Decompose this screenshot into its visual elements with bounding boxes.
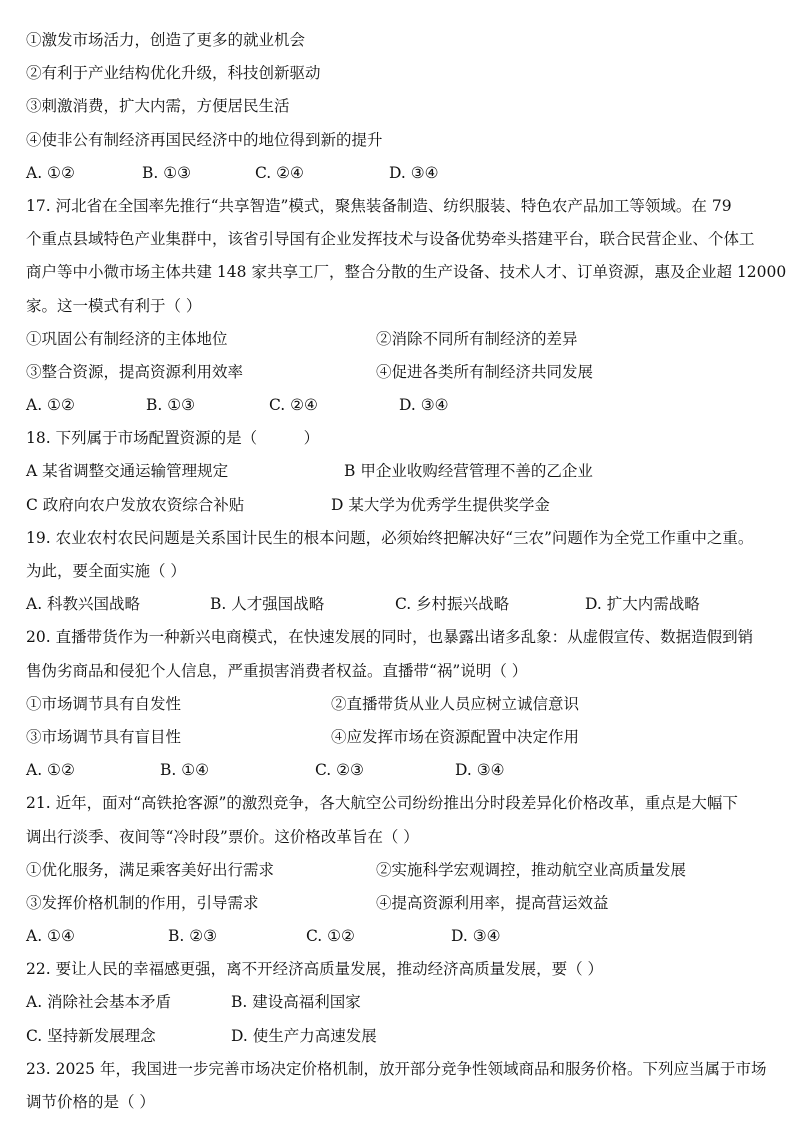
option-4: ④应发挥市场在资源配置中决定作用	[331, 727, 580, 746]
option-1: ①市场调节具有自发性	[26, 694, 182, 713]
option-line: ④使非公有制经济再国民经济中的地位得到新的提升	[26, 130, 383, 149]
option-c: C. 坚持新发展理念	[26, 1026, 156, 1045]
choice-b: B. 人才强国战略	[210, 595, 325, 614]
question-stem-line: 17. 河北省在全国率先推行“共享智造”模式，聚焦装备制造、纺织服装、特色农产品加工等领域。在 79	[26, 196, 732, 215]
option-row	[26, 688, 788, 721]
question-stem-line: 20. 直播带货作为一种新兴电商模式，在快速发展的同时，也暴露出诸多乱象：从虚假宣传、数据造假到销	[26, 628, 754, 647]
question-21	[26, 787, 788, 953]
option-3: ③市场调节具有盲目性	[26, 727, 182, 746]
question-22	[26, 953, 788, 1053]
option-line: ②有利于产业结构优化升级，科技创新驱动	[26, 64, 321, 83]
answer-choices	[26, 588, 788, 621]
option-3: ③整合资源，提高资源利用效率	[26, 362, 244, 381]
choice-d: D. 扩大内需战略	[585, 595, 700, 614]
answer-choices	[26, 389, 788, 422]
question-20	[26, 621, 788, 787]
question-stem-line: 23. 2025 年，我国进一步完善市场决定价格机制，放开部分竞争性领域商品和服务价格。下列应当属于市场	[26, 1059, 767, 1078]
option-2: ②直播带货从业人员应树立诚信意识	[331, 694, 580, 713]
option-1: ①优化服务，满足乘客美好出行需求	[26, 860, 275, 879]
option-row	[26, 887, 788, 920]
option-row	[26, 356, 788, 389]
answer-choices	[26, 157, 788, 190]
option-b: B. 建设高福利国家	[231, 993, 361, 1012]
option-3: ③发挥价格机制的作用，引导需求	[26, 893, 259, 912]
choice-b: B. ①③	[146, 396, 196, 415]
option-line: ①激发市场活力，创造了更多的就业机会	[26, 31, 306, 49]
option-2: ②消除不同所有制经济的差异	[376, 329, 578, 348]
option-row	[26, 986, 788, 1019]
option-d: D 某大学为优秀学生提供奖学金	[331, 495, 550, 514]
choice-c: C. ②④	[269, 396, 318, 415]
option-2: ②实施科学宏观调控，推动航空业高质量发展	[376, 860, 687, 879]
option-c: C 政府向农户发放农资综合补贴	[26, 495, 245, 514]
question-stem-line: 家。这一模式有利于（ ）	[26, 296, 202, 315]
choice-d: D. ③④	[455, 761, 505, 780]
question-stem-line: 为此，要全面实施（ ）	[26, 562, 186, 580]
question-stem-line: 19. 农业农村农民问题是关系国计民生的根本问题，必须始终把解决好“三农”问题作为全党工作重中之重。	[26, 528, 754, 547]
choice-a: A. ①②	[26, 163, 75, 182]
question-19	[26, 522, 788, 622]
choice-d: D. ③④	[451, 927, 501, 946]
choice-c: C. ①②	[306, 927, 355, 946]
option-row	[26, 489, 788, 522]
choice-c: C. ②④	[255, 163, 304, 182]
question-stem-line: 商户等中小微市场主体共建 148 家共享工厂，整合分散的生产设备、技术人才、订单资源，惠及企业超 12000	[26, 263, 787, 282]
choice-b: B. ①④	[160, 761, 210, 780]
option-a: A. 消除社会基本矛盾	[26, 993, 172, 1012]
choice-c: C. 乡村振兴战略	[395, 595, 510, 614]
question-stem-line: 调出行淡季、夜间等“冷时段”票价。这价格改革旨在（ ）	[26, 827, 419, 846]
choice-a: A. 科教兴国战略	[26, 595, 141, 614]
option-4: ④促进各类所有制经济共同发展	[376, 362, 594, 381]
choice-a: A. ①②	[26, 396, 75, 415]
question-17	[26, 190, 788, 422]
choice-b: B. ②③	[168, 927, 218, 946]
choice-c: C. ②③	[315, 761, 364, 780]
question-stem-line: 售伪劣商品和侵犯个人信息，严重损害消费者权益。直播带“祸”说明（ ）	[26, 661, 528, 680]
option-row	[26, 721, 788, 754]
choice-d: D. ③④	[399, 396, 449, 415]
option-b: B 甲企业收购经营管理不善的乙企业	[344, 462, 593, 481]
option-line: ③刺激消费，扩大内需，方便居民生活	[26, 97, 290, 116]
answer-choices	[26, 920, 788, 953]
choice-a: A. ①④	[26, 927, 75, 946]
question-23	[26, 1053, 788, 1119]
question-stem-line: 调节价格的是（ ）	[26, 1093, 155, 1111]
question-stem-line: 22. 要让人民的幸福感更强，离不开经济高质量发展，推动经济高质量发展，要（ ）	[26, 960, 604, 979]
question-stem-line: 21. 近年，面对“高铁抢客源”的激烈竞争，各大航空公司纷纷推出分时段差异化价格改革，重点是大幅下	[26, 794, 738, 813]
option-row	[26, 323, 788, 356]
option-d: D. 使生产力高速发展	[231, 1026, 377, 1045]
choice-d: D. ③④	[389, 163, 439, 182]
option-4: ④提高资源利用率，提高营运效益	[376, 893, 609, 912]
question-stem-line: 18. 下列属于市场配置资源的是（ ）	[26, 429, 320, 448]
question-18	[26, 422, 788, 522]
choice-a: A. ①②	[26, 761, 75, 780]
option-row	[26, 854, 788, 887]
question-stem-line: 个重点县域特色产业集群中，该省引导国有企业发挥技术与设备优势牵头搭建平台，联合民营企业、个体工	[26, 230, 755, 249]
choice-b: B. ①③	[142, 163, 192, 182]
question-16	[26, 24, 788, 190]
option-row	[26, 455, 788, 488]
option-a: A 某省调整交通运输管理规定	[26, 462, 229, 481]
option-1: ①巩固公有制经济的主体地位	[26, 329, 228, 348]
answer-choices	[26, 754, 788, 787]
option-row	[26, 1020, 788, 1053]
